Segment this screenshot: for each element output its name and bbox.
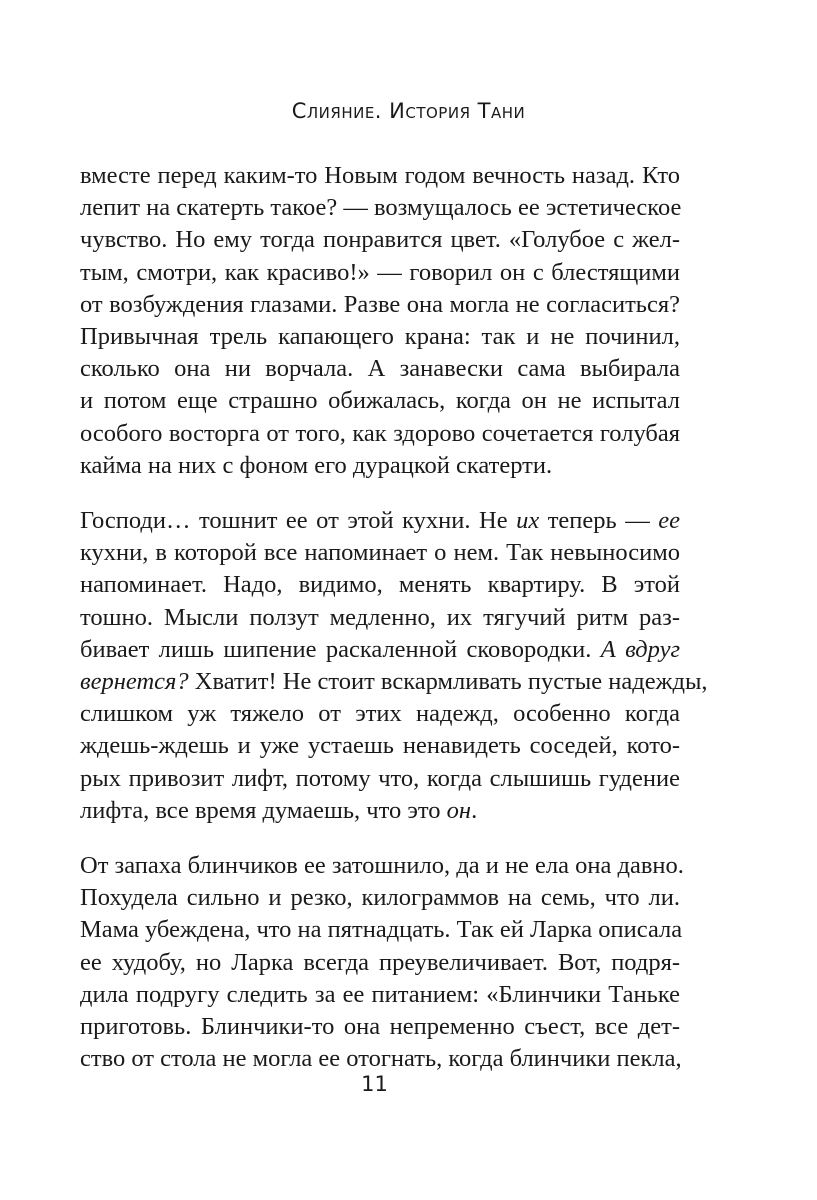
paragraph-2 (80, 505, 708, 827)
text-line (80, 353, 680, 385)
text-run: лифта, все время думаешь, что это (80, 796, 447, 824)
text-line (80, 1011, 680, 1043)
text-run: слишком уж тяжело от этих надежд, особенно когда (80, 700, 680, 728)
text-run: бивает лишь шипение раскаленной сковородки. (80, 635, 601, 663)
text-line (80, 947, 680, 979)
text-line (80, 914, 683, 946)
text-run: особого восторга от того, как здорово сочетается голубая (80, 419, 680, 447)
text-line (80, 505, 680, 537)
text-run: кухни, в которой все напоминает о нем. Так невыносимо (80, 539, 680, 567)
text-run: от возбуждения глазами. Разве она могла не согласиться? (80, 290, 680, 318)
italic-text: А вдруг (600, 635, 680, 663)
text-line (80, 850, 684, 882)
text-run: ство от стола не могла ее отогнать, когда блинчики пекла, (80, 1045, 682, 1073)
text-line (80, 160, 680, 192)
italic-text: ее (658, 507, 680, 535)
text-run: Господи… тошнит ее от этой кухни. Не (80, 507, 517, 535)
text-run: чувство. Но ему тогда понравится цвет. «Голубое с жел- (80, 226, 680, 254)
text-line (80, 763, 680, 795)
text-line (80, 569, 680, 601)
text-run: ее худобу, но Ларка всегда преувеличивает. Вот, подря- (80, 948, 680, 976)
text-line (80, 882, 680, 914)
text-run: приготовь. Блинчики-то она непременно съест, все дет- (80, 1013, 680, 1041)
text-run: кайма на них с фоном его дурацкой скатерти. (80, 451, 553, 479)
text-line (80, 537, 680, 569)
text-run: дила подругу следить за ее питанием: «Блинчики Таньке (80, 980, 680, 1008)
paragraph-1 (80, 160, 680, 482)
text-run: рых привозит лифт, потому что, когда слышишь гудение (80, 764, 680, 792)
italic-text: вернется? (80, 668, 189, 696)
text-line (80, 385, 680, 417)
text-line (80, 730, 680, 762)
text-run: Похудела сильно и резко, килограммов на семь, что ли. (80, 884, 680, 912)
text-line (80, 321, 680, 353)
text-line (80, 1043, 680, 1075)
text-run: вместе перед каким-то Новым годом вечность назад. Кто (80, 162, 680, 189)
text-line (80, 224, 680, 256)
text-run: лепит на скатерть такое? — возмущалось ее эстетическое (80, 194, 682, 222)
text-line (80, 418, 680, 450)
running-head: Слияние. История Тани (291, 99, 526, 123)
text-line (80, 795, 680, 827)
italic-text: он (446, 796, 472, 824)
italic-text: их (516, 507, 540, 535)
paragraph-3 (80, 850, 684, 1075)
text-run: теперь — (539, 507, 659, 535)
text-run: ждешь-ждешь и уже устаешь ненавидеть соседей, кото- (80, 732, 680, 760)
text-run: Мама убеждена, что на пятнадцать. Так ей Ларка описала (80, 916, 683, 944)
text-line (80, 289, 680, 321)
page-number: 11 (361, 1072, 388, 1096)
text-run: тым, смотри, как красиво!» — говорил он с блестящими (80, 258, 680, 286)
text-line (80, 666, 708, 698)
text-line (80, 634, 680, 666)
text-run: Привычная трель капающего крана: так и не починил, (80, 323, 680, 351)
body-text (80, 160, 708, 1075)
text-line (80, 602, 680, 634)
text-line (80, 979, 680, 1011)
text-run: тошно. Мысли ползут медленно, их тягучий ритм раз- (80, 603, 680, 631)
text-run: и потом еще страшно обижалась, когда он не испытал (80, 387, 680, 415)
text-run: От запаха блинчиков ее затошнило, да и не ела она давно. (80, 852, 684, 880)
text-run: напоминает. Надо, видимо, менять квартиру. В этой (80, 571, 680, 599)
text-line (80, 192, 680, 224)
text-run: Хватит! Не стоит вскармливать пустые надежды, (188, 668, 708, 696)
text-run: сколько она ни ворчала. А занавески сама выбирала (80, 355, 680, 383)
text-run: . (471, 796, 478, 824)
text-line (80, 450, 680, 482)
text-line (80, 257, 680, 289)
text-line (80, 698, 680, 730)
